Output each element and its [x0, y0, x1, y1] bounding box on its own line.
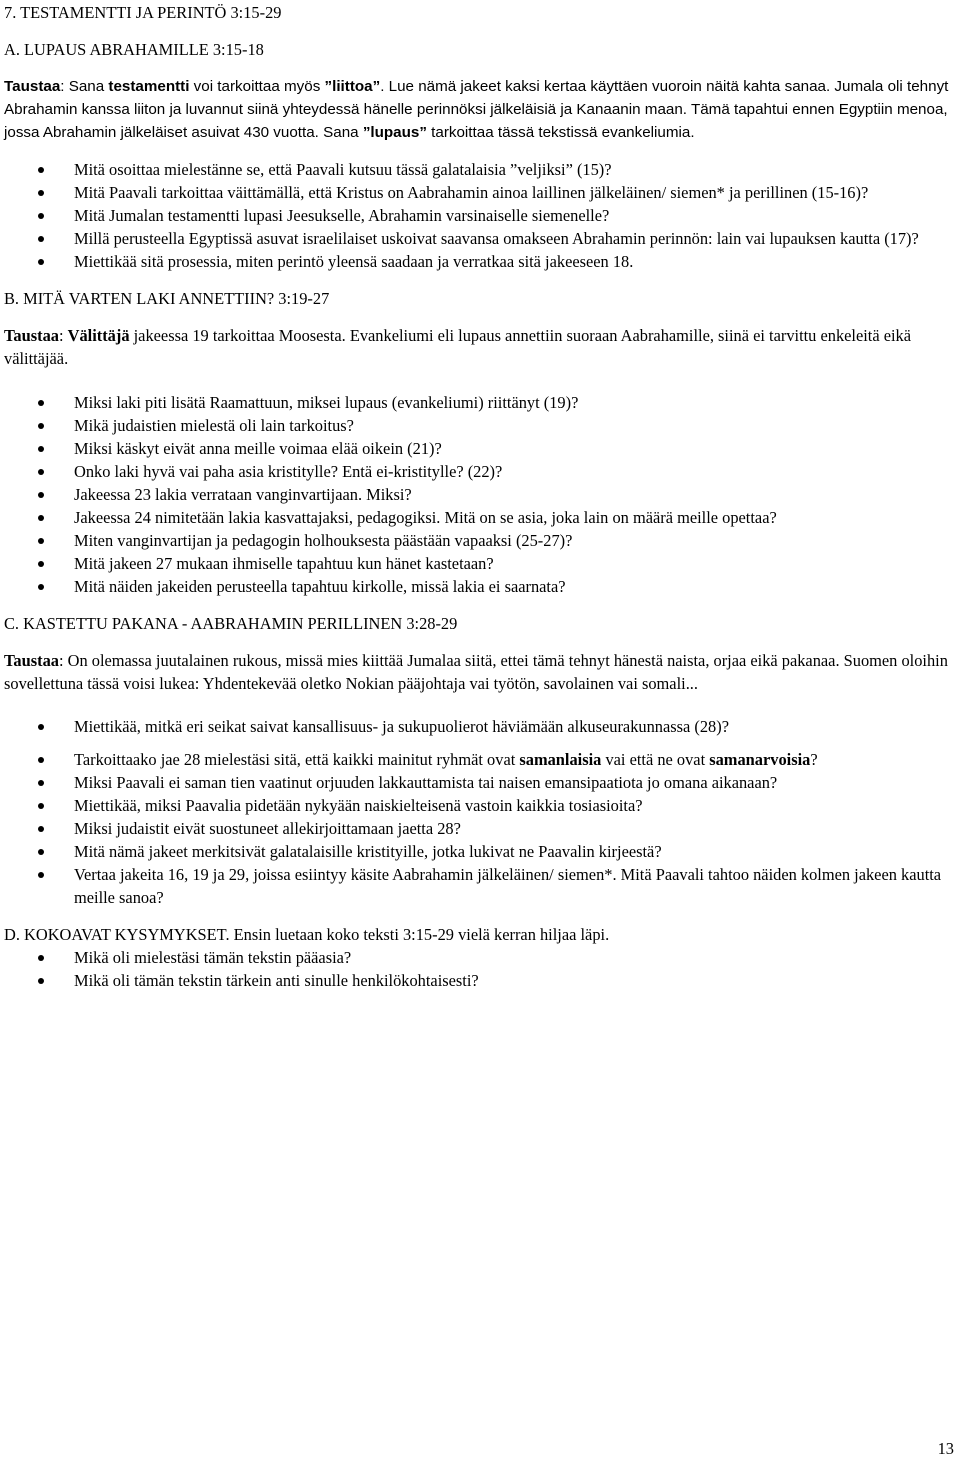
bullet-icon	[38, 584, 44, 590]
bullet-icon	[38, 803, 44, 809]
page-number: 13	[937, 1439, 954, 1458]
bullet-icon	[38, 423, 44, 429]
list-item: Mitä Paavali tarkoittaa väittämällä, että Kristus on Aabrahamin ainoa laillinen jälkeläinen/ siemen* ja perillinen (15-16)?	[4, 181, 954, 204]
section-b-background: Taustaa: Välittäjä jakeessa 19 tarkoittaa Moosesta. Evankeliumi eli lupaus annettiin suoraan Aabrahamille, siinä ei tarvittu enkeleitä eikä välittäjää.	[4, 326, 912, 368]
list-item: Mitä näiden jakeiden perusteella tapahtuu kirkolle, missä lakia ei saarnata?	[4, 575, 954, 598]
section-c-heading: C. KASTETTU PAKANA - AABRAHAMIN PERILLINEN 3:28-29	[4, 614, 458, 633]
list-item: Onko laki hyvä vai paha asia kristitylle? Entä ei-kristitylle? (22)?	[4, 460, 954, 483]
bullet-icon	[38, 780, 44, 786]
list-item: Miksi Paavali ei saman tien vaatinut orjuuden lakkauttamista tai naisen emansipaatiota jo omana aikanaan?	[4, 771, 954, 794]
bullet-icon	[38, 538, 44, 544]
bullet-icon	[38, 515, 44, 521]
bullet-icon	[38, 446, 44, 452]
background-label: Taustaa	[4, 651, 59, 670]
section-d-heading: D. KOKOAVAT KYSYMYKSET. Ensin luetaan koko teksti 3:15-29 vielä kerran hiljaa läpi.	[4, 925, 610, 944]
bullet-icon	[38, 213, 44, 219]
list-item: Jakeessa 24 nimitetään lakia kasvattajaksi, pedagogiksi. Mitä on se asia, joka lain on määrä meille opettaa?	[4, 506, 954, 529]
list-item: Mikä oli tämän tekstin tärkein anti sinulle henkilökohtaisesti?	[4, 969, 954, 992]
list-item: Mitä nämä jakeet merkitsivät galatalaisille kristityille, jotka lukivat ne Paavalin kirjeestä?	[4, 840, 954, 863]
section-c-background: Taustaa: On olemassa juutalainen rukous, missä mies kiittää Jumalaa siitä, ettei tämä tehnyt hänestä naista, orjaa eikä pakanaa. Suomen oloihin sovellettuna tässä voisi lukea: Yhdentekevää oletko Nokian pääjohtaja vai työtön, savolainen vai somali...	[4, 651, 948, 693]
list-item: Miettikää sitä prosessia, miten perintö yleensä saadaan ja verratkaa sitä jakeeseen 18.	[4, 250, 954, 273]
list-item: Mitä Jumalan testamentti lupasi Jeesukselle, Abrahamin varsinaiselle siemenelle?	[4, 204, 954, 227]
background-label: Taustaa	[4, 78, 61, 95]
bullet-icon	[38, 190, 44, 196]
bullet-icon	[38, 259, 44, 265]
list-item: Mikä oli mielestäsi tämän tekstin pääasia?	[4, 946, 954, 969]
list-item: Mikä judaistien mielestä oli lain tarkoitus?	[4, 414, 954, 437]
bullet-icon	[38, 400, 44, 406]
document-page	[4, 0, 954, 992]
section-a-questions	[4, 158, 954, 273]
list-item: Miksi judaistit eivät suostuneet allekirjoittamaan jaetta 28?	[4, 817, 954, 840]
bullet-icon	[38, 167, 44, 173]
list-item: Millä perusteella Egyptissä asuvat israelilaiset uskoivat saavansa omakseen Abrahamin perinnön: lain vai lupauksen kautta (17)?	[4, 227, 954, 250]
bullet-icon	[38, 561, 44, 567]
bullet-icon	[38, 492, 44, 498]
list-item: Vertaa jakeita 16, 19 ja 29, joissa esiintyy käsite Aabrahamin jälkeläinen/ siemen*. Mitä Paavali tahtoo näiden kolmen jakeen kautta meille sanoa?	[4, 863, 954, 909]
list-item: Tarkoittaako jae 28 mielestäsi sitä, että kaikki mainitut ryhmät ovat samanlaisia vai että ne ovat samanarvoisia?	[4, 748, 954, 771]
bullet-icon	[38, 849, 44, 855]
bullet-icon	[38, 236, 44, 242]
document-title: 7. TESTAMENTTI JA PERINTÖ 3:15-29	[4, 3, 282, 22]
list-item: Miksi käskyt eivät anna meille voimaa elää oikein (21)?	[4, 437, 954, 460]
list-item: Jakeessa 23 lakia verrataan vanginvartijaan. Miksi?	[4, 483, 954, 506]
bullet-icon	[38, 826, 44, 832]
list-item: Miksi laki piti lisätä Raamattuun, miksei lupaus (evankeliumi) riittänyt (19)?	[4, 391, 954, 414]
section-a-heading: A. LUPAUS ABRAHAMILLE 3:15-18	[4, 40, 264, 59]
list-item: Miten vanginvartijan ja pedagogin holhouksesta päästään vapaaksi (25-27)?	[4, 529, 954, 552]
bullet-icon	[38, 469, 44, 475]
background-label: Taustaa	[4, 326, 59, 345]
list-item: Mitä jakeen 27 mukaan ihmiselle tapahtuu kun hänet kastetaan?	[4, 552, 954, 575]
section-d-questions	[4, 946, 954, 992]
section-a-background: Taustaa: Sana testamentti voi tarkoittaa myös ”liittoa”. Lue nämä jakeet kaksi kertaa käyttäen vuoroin näitä kahta sanaa. Jumala oli tehnyt Abrahamin kanssa liiton ja luvannut siinä yhteydessä hänelle perinnöksi jälkeläisiä ja Kanaanin maan. Tämä tapahtui ennen Egyptiin menoa, jossa Abrahamin jälkeläiset asuivat 430 vuotta. Sana ”lupaus” tarkoittaa tässä tekstissä evankeliumia.	[4, 78, 949, 141]
bullet-icon	[38, 978, 44, 984]
bullet-icon	[38, 724, 44, 730]
section-c-questions	[4, 715, 954, 909]
bullet-icon	[38, 757, 44, 763]
list-item: Miettikää, mitkä eri seikat saivat kansallisuus- ja sukupuolierot häviämään alkuseurakunnassa (28)?	[4, 715, 954, 738]
section-b-heading: B. MITÄ VARTEN LAKI ANNETTIIN? 3:19-27	[4, 289, 330, 308]
list-item: Mitä osoittaa mielestänne se, että Paavali kutsuu tässä galatalaisia ”veljiksi” (15)?	[4, 158, 954, 181]
bullet-icon	[38, 872, 44, 878]
list-item: Miettikää, miksi Paavalia pidetään nykyään naiskielteisenä vastoin kaikkia tosiasioita?	[4, 794, 954, 817]
section-b-questions	[4, 391, 954, 598]
bullet-icon	[38, 955, 44, 961]
